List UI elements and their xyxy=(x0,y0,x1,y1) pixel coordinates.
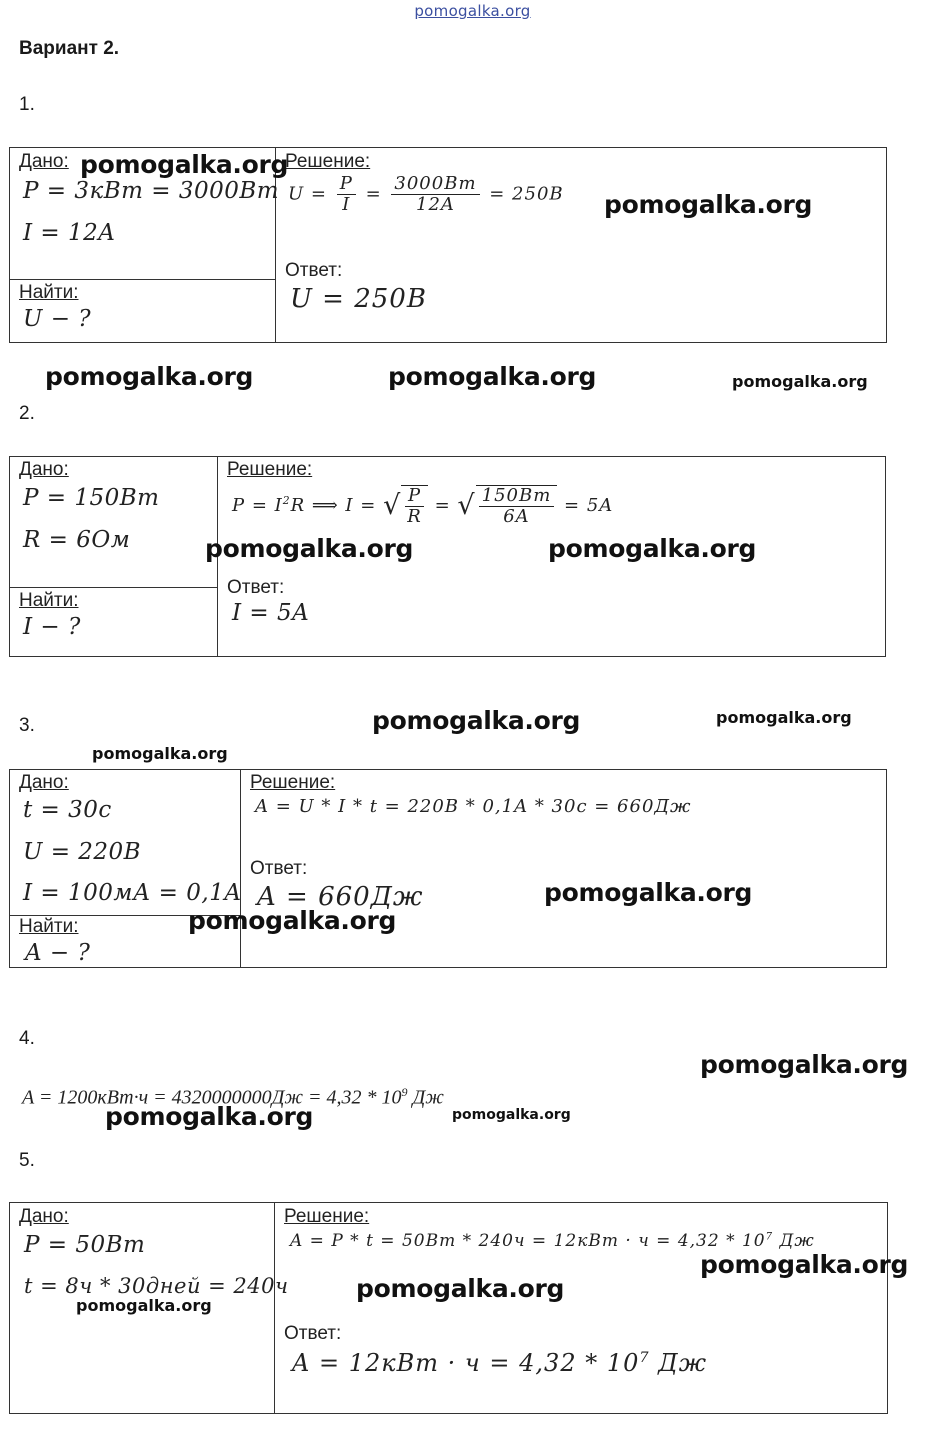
watermark: pomogalka.org xyxy=(205,534,414,563)
watermark: pomogalka.org xyxy=(80,150,289,179)
watermark: pomogalka.org xyxy=(388,362,597,391)
answer-label: Ответ: xyxy=(285,260,343,281)
answer-value: U = 250B xyxy=(290,284,427,314)
find-label: Найти: xyxy=(19,916,79,937)
find-label: Найти: xyxy=(19,590,79,611)
solution-label: Решение: xyxy=(250,772,336,793)
watermark: pomogalka.org xyxy=(45,362,254,391)
solution-label: Решение: xyxy=(285,151,371,172)
watermark: pomogalka.org xyxy=(544,878,753,907)
given-label: Дано: xyxy=(19,459,69,480)
answer-value: I = 5A xyxy=(232,600,310,626)
given-label: Дано: xyxy=(19,772,69,793)
find-value: I − ? xyxy=(23,614,81,640)
solution-formula: $P = I^2R$ ⟹ I = √ $\frac{P}{R}$ = √ $\frac{150Bm}{6A}$ = 5A xyxy=(232,485,614,527)
problem-4-number: 4. xyxy=(19,1028,35,1049)
answer-label: Ответ: xyxy=(250,858,308,879)
find-label: Найти: xyxy=(19,282,79,303)
given-label: Дано: xyxy=(19,1206,69,1227)
given-line: U = 220B xyxy=(23,839,142,865)
given-line: t = 8ч * 30дней = 240ч xyxy=(24,1274,289,1298)
given-line: I = 12A xyxy=(23,220,116,246)
answer-value: $A = 12кBm \cdot ч = 4,32 * 10^7$ Дж xyxy=(292,1349,707,1377)
watermark: pomogalka.org xyxy=(548,534,757,563)
given-line: t = 30c xyxy=(23,797,112,823)
given-line: P = 3кВт = 3000Вт xyxy=(23,178,280,204)
answer-label: Ответ: xyxy=(227,577,285,598)
find-value: A − ? xyxy=(25,940,91,966)
watermark: pomogalka.org xyxy=(356,1274,565,1303)
solution-formula: $A = P * t = 50Bm * 240ч = 12кBm \cdot ч = 4,32 * 10^7$ Дж xyxy=(290,1231,815,1251)
given-line: I = 100мА = 0,1A xyxy=(23,880,242,906)
watermark: pomogalka.org xyxy=(700,1250,909,1279)
watermark: pomogalka.org xyxy=(372,706,581,735)
watermark: pomogalka.org xyxy=(604,190,813,219)
given-line: P = 50Bm xyxy=(24,1232,146,1258)
solution-formula: A = U * I * t = 220B * 0,1A * 30c = 660Дж xyxy=(255,796,692,817)
watermark: pomogalka.org xyxy=(105,1102,314,1131)
problem-1-number: 1. xyxy=(19,94,35,115)
solution-label: Решение: xyxy=(284,1206,370,1227)
watermark: pomogalka.org xyxy=(188,906,397,935)
find-value: U − ? xyxy=(23,306,92,332)
problem-3-table xyxy=(9,769,887,968)
given-line: R = 6Ом xyxy=(23,527,131,553)
variant-title: Вариант 2. xyxy=(19,38,120,59)
watermark: pomogalka.org xyxy=(716,708,852,727)
problem-4-formula: $A = 1200кВт\cdot ч = 4320000000Дж = 4,32 * 10^9$ Дж xyxy=(22,1085,444,1109)
watermark: pomogalka.org xyxy=(452,1107,571,1123)
header-watermark[interactable]: pomogalka.org xyxy=(414,2,531,20)
watermark: pomogalka.org xyxy=(76,1296,212,1315)
given-line: P = 150Bm xyxy=(23,485,160,511)
solution-formula: U = $\frac{P}{I}$ = $\frac{3000Bm}{12A}$ = 250B xyxy=(288,173,564,215)
problem-3-number: 3. xyxy=(19,715,35,736)
watermark: pomogalka.org xyxy=(732,372,868,391)
answer-value: A = 660Дж xyxy=(257,882,424,912)
watermark: pomogalka.org xyxy=(92,744,228,763)
watermark: pomogalka.org xyxy=(700,1050,909,1079)
given-label: Дано: xyxy=(19,151,69,172)
solution-label: Решение: xyxy=(227,459,313,480)
answer-label: Ответ: xyxy=(284,1323,342,1344)
problem-5-number: 5. xyxy=(19,1150,35,1171)
problem-2-number: 2. xyxy=(19,403,35,424)
